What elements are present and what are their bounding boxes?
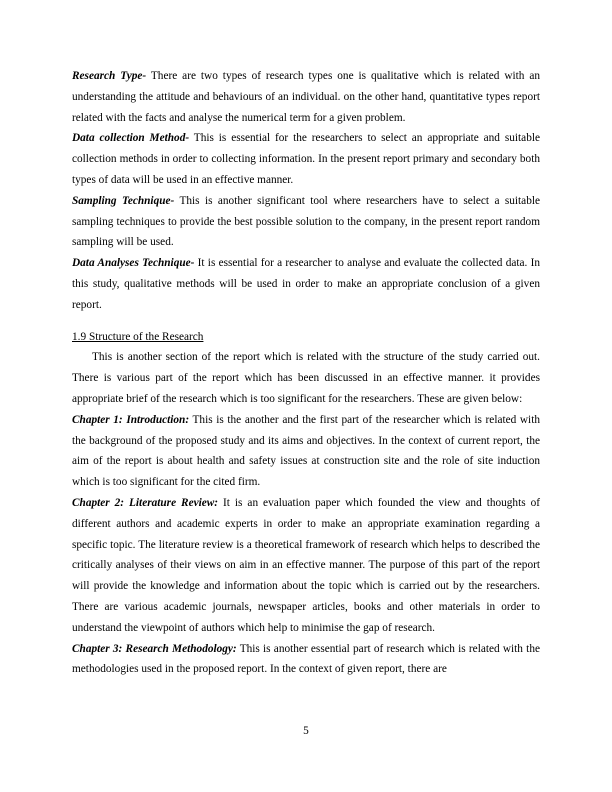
paragraph-sampling-technique [72,191,540,253]
term-data-collection-method: Data collection Method- [72,132,190,145]
paragraph-data-analyses-technique [72,253,540,315]
text-data-collection-method: This is essential for the researchers to select an appropriate and suitable collection methods in order to collecting information. In the present report primary and secondary both types of data will be used in an effective manner. [72,132,540,186]
text-chapter-2: It is an evaluation paper which founded the view and thoughts of different authors and academic experts in order to make an appropriate examination regarding a specific topic. The literature review is a theoretical framework of research which helps to described the critically analyses of their views on aim in an effective manner. The purpose of this part of the report will provide the knowledge and information about the topic which is carried out by the researchers. There are various academic journals, newspaper articles, books and other materials in order to understand the viewpoint of authors which help to minimise the gap of research. [72,496,540,634]
section-heading: 1.9 Structure of the Research [72,330,204,343]
paragraph-chapter-2 [72,493,540,639]
text-data-analyses-technique: It is essential for a researcher to analyse and evaluate the collected data. In this study, qualitative methods will be used in order to make an appropriate conclusion of a given report. [72,257,540,311]
text-research-type: There are two types of research types one is qualitative which is related with an understanding the attitude and behaviours of an individual. on the other hand, quantitative types report related with the facts and analyse the numerical term for a given problem. [72,70,541,124]
term-chapter-1: Chapter 1: Introduction: [72,413,190,426]
text-sampling-technique: This is another significant tool where researchers have to select a suitable sampling techniques to provide the best possible solution to the company, in the present report random sampling will be used. [72,194,540,249]
paragraph-chapter-3 [72,639,540,681]
text-chapter-3: This is another essential part of research which is related with the methodologies used in the proposed report. In the context of given report, there are [72,642,540,676]
paragraph-data-collection-method [72,128,540,190]
page-number: 5 [303,725,309,737]
term-data-analyses-technique: Data Analyses Technique- [72,257,195,270]
term-chapter-3: Chapter 3: Research Methodology: [72,642,237,655]
term-sampling-technique: Sampling Technique- [72,194,175,207]
text-chapter-1: This is the another and the first part of the researcher which is related with the background of the proposed study and its aims and objectives. In the context of current report, the aim of the report is about health and safety issues at construction site and the role of site induction which is too significant for the cited firm. [72,413,540,489]
paragraph-research-type [72,66,540,128]
term-chapter-2: Chapter 2: Literature Review: [72,496,219,509]
paragraph-chapter-1 [72,410,540,493]
document-body [72,66,540,680]
term-research-type: Research Type- [72,70,147,82]
section-intro: This is another section of the report which is related with the structure of the study carried out. There is various part of the report which has been discussed in an effective manner. it provides appropriate brief of the research which is too significant for the researchers. These are given below: [72,351,540,405]
